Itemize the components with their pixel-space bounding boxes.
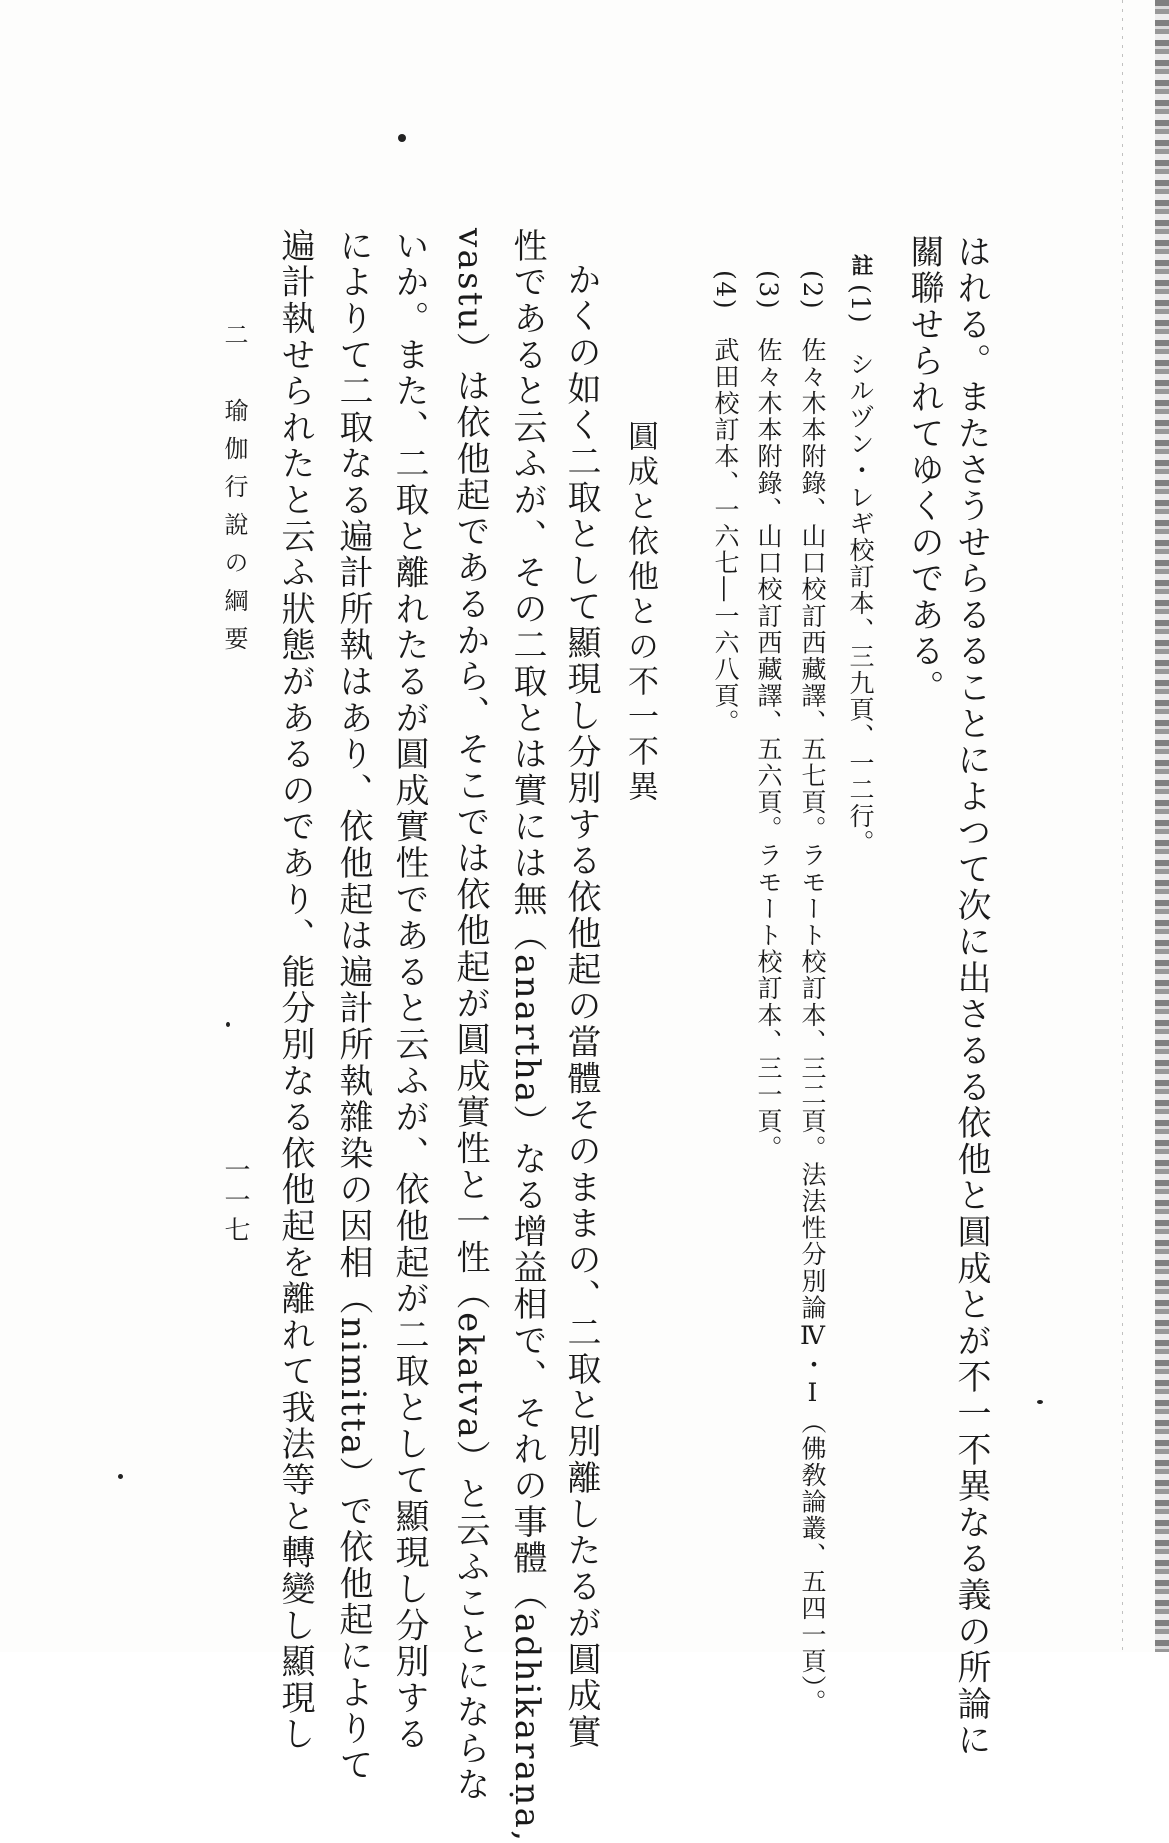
scan-speck	[1037, 1400, 1043, 1404]
scan-edge-artifact	[1122, 0, 1123, 1652]
note-1: (1) シルヅン・レギ校訂本、三九頁、一二行。	[846, 284, 875, 857]
running-head: 二 瑜伽行說の綱要	[220, 322, 248, 664]
paragraph-line-3: vastu）は依他起であるから、そこでは依他起が圓成實性と一性（ekatva）と云ふことにならな	[450, 228, 490, 1804]
scan-speck	[226, 1022, 230, 1027]
note-4: (4) 武田校訂本、一六七―一六八頁。	[711, 270, 740, 736]
note-2: (2) 佐々木本附錄、山口校訂西藏譯、五七頁。ラモート校訂本、三二頁。法法性分別論Ⅳ・Ⅰ（佛敎論叢、五四一頁）。	[798, 270, 827, 1716]
note-3: (3) 佐々木本附錄、山口校訂西藏譯、五六頁。ラモート校訂本、三一頁。	[754, 270, 783, 1162]
scan-speck	[118, 1474, 123, 1479]
text-line-2: 關聯せられてゆくのである。	[904, 234, 944, 706]
scan-speck	[398, 134, 406, 142]
paragraph-line-1: かくの如く二取として顯現し分別する依他起の當體そのままの、二取と別離したるが圓成實	[561, 262, 601, 1751]
paragraph-line-4: いか。また、二取と離れたるが圓成實性であると云ふが、依他起が二取として顯現し分別する	[389, 228, 429, 1753]
paragraph-line-6: 遍計執せられたと云ふ狀態があるのであり、能分別なる依他起を離れて我法等と轉變し顯現し	[275, 228, 315, 1753]
paragraph-line-5: によりて二取なる遍計所執はあり、依他起は遍計所執雜染の因相（nimitta）で依他起によりて	[333, 228, 373, 1784]
page-number: 一一七	[220, 1156, 250, 1246]
binding-edge	[1155, 0, 1169, 1652]
text-line-1: はれる。またさうせらるることによつて次に出さるる依他と圓成とが不一不異なる義の所論に	[951, 234, 991, 1759]
paragraph-line-2: 性であると云ふが、その二取とは實には無（anartha）なる增益相で、それの事體（adhikaraṇa,	[507, 228, 547, 1843]
notes-label: 註	[848, 254, 874, 276]
section-heading: 圓成と依他との不一不異	[622, 420, 658, 805]
